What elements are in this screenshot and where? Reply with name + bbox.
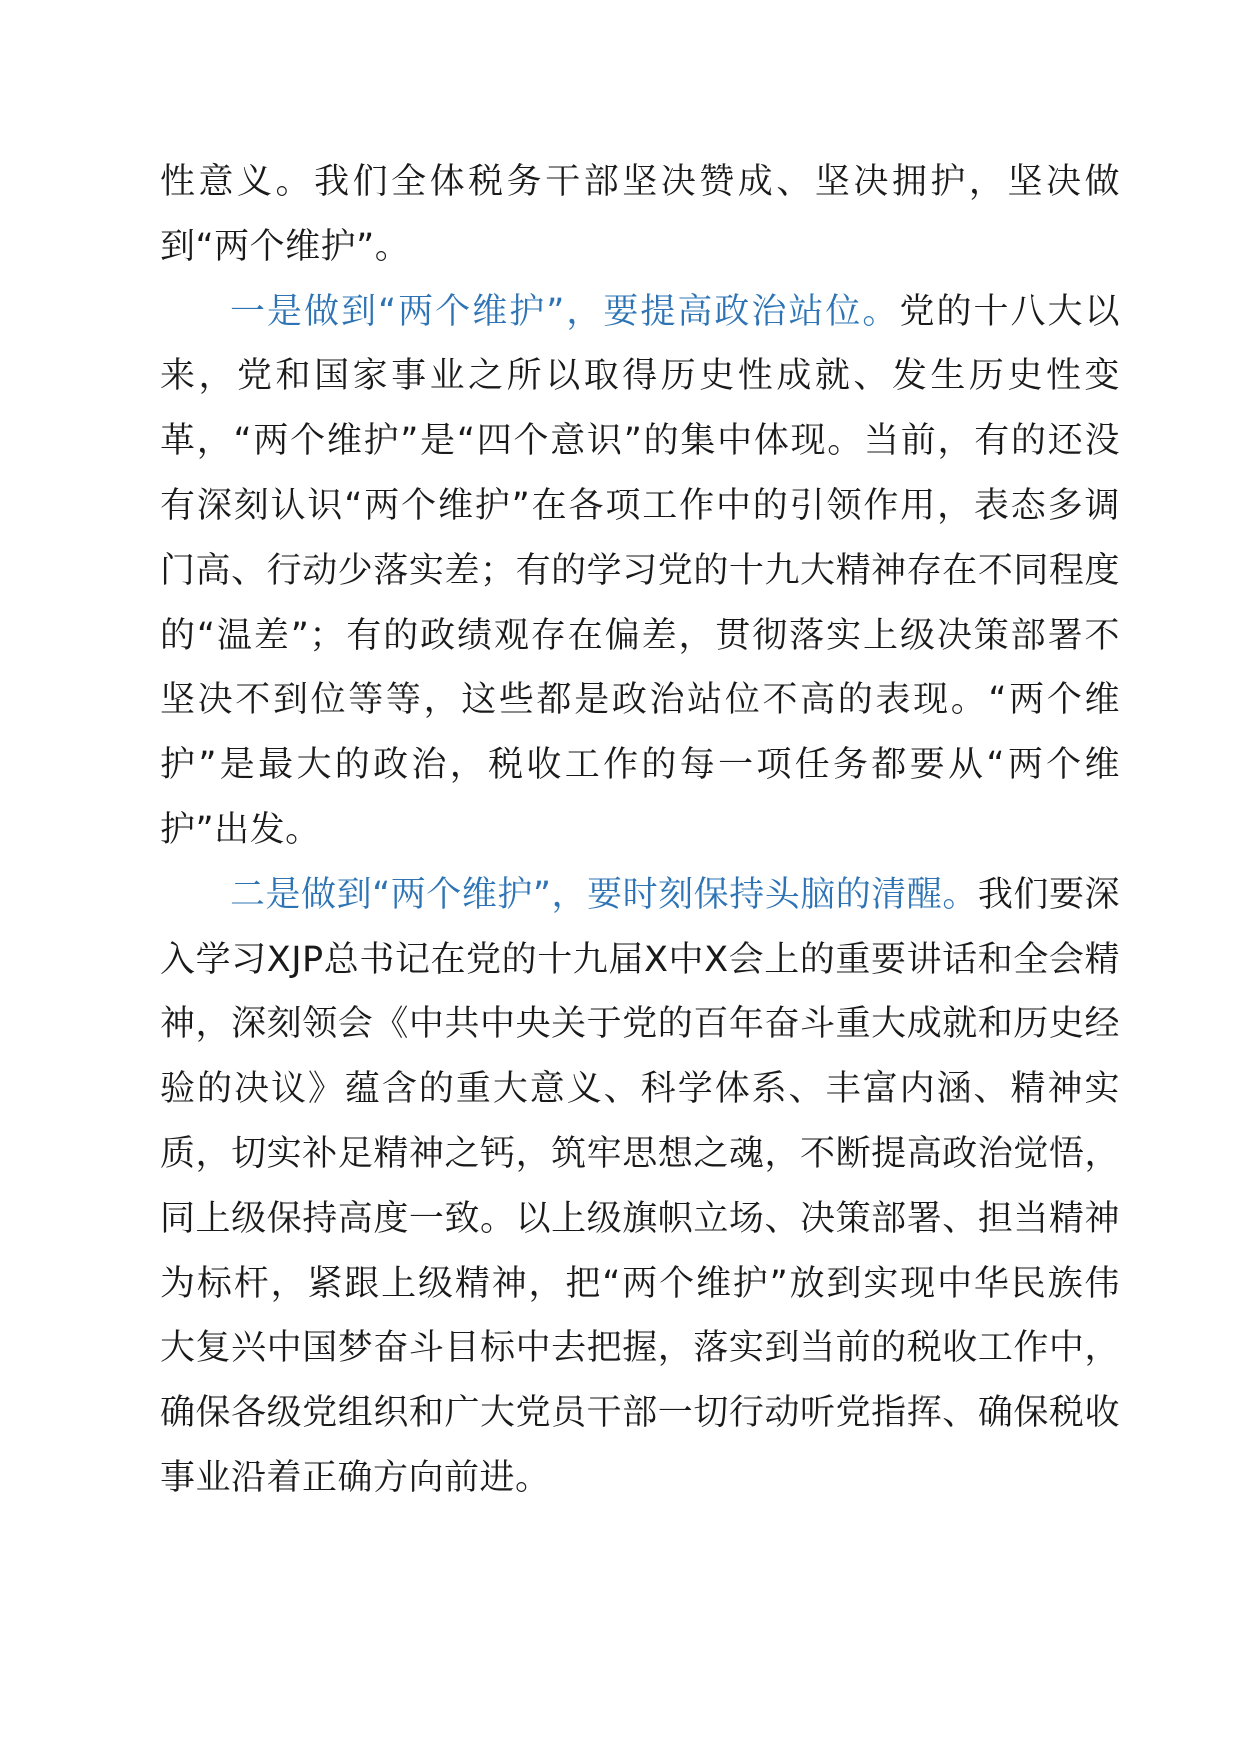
point-two-heading: 二是做到“两个维护”，要时刻保持头脑的清醒。 xyxy=(230,874,978,915)
paragraph-point-one xyxy=(160,280,1120,863)
point-one-body: 党的十八大以来，党和国家事业之所以取得历史性成就、发生历史性变革，“两个维护”是“四个意识”的集中体现。当前，有的还没有深刻认识“两个维护”在各项工作中的引领作用，表态多调门高、行动少落实差；有的学习党的十九大精神存在不同程度的“温差”；有的政绩观存在偏差，贯彻落实上级决策部署不坚决不到位等等，这些都是政治站位不高的表现。“两个维护”是最大的政治，税收工作的每一项任务都要从“两个维护”出发。 xyxy=(160,291,1120,850)
point-one-heading: 一是做到“两个维护”，要提高政治站位。 xyxy=(230,291,900,332)
paragraph-body-text: 性意义。我们全体税务干部坚决赞成、坚决拥护，坚决做到“两个维护”。 xyxy=(160,162,1120,267)
point-two-body: 我们要深入学习XJP总书记在党的十九届X中X会上的重要讲话和全会精神，深刻领会《中共中央关于党的百年奋斗重大成就和历史经验的决议》蕴含的重大意义、科学体系、丰富内涵、精神实质，切实补足精神之钙，筑牢思想之魂，不断提高政治觉悟，同上级保持高度一致。以上级旗帜立场、决策部署、担当精神为标杆，紧跟上级精神，把“两个维护”放到实现中华民族伟大复兴中国梦奋斗目标中去把握，落实到当前的税收工作中，确保各级党组织和广大党员干部一切行动听党指挥、确保税收事业沿着正确方向前进。 xyxy=(160,874,1120,1498)
paragraph-point-two xyxy=(160,863,1120,1511)
document-page xyxy=(160,150,1120,1511)
paragraph-continuation xyxy=(160,150,1120,280)
